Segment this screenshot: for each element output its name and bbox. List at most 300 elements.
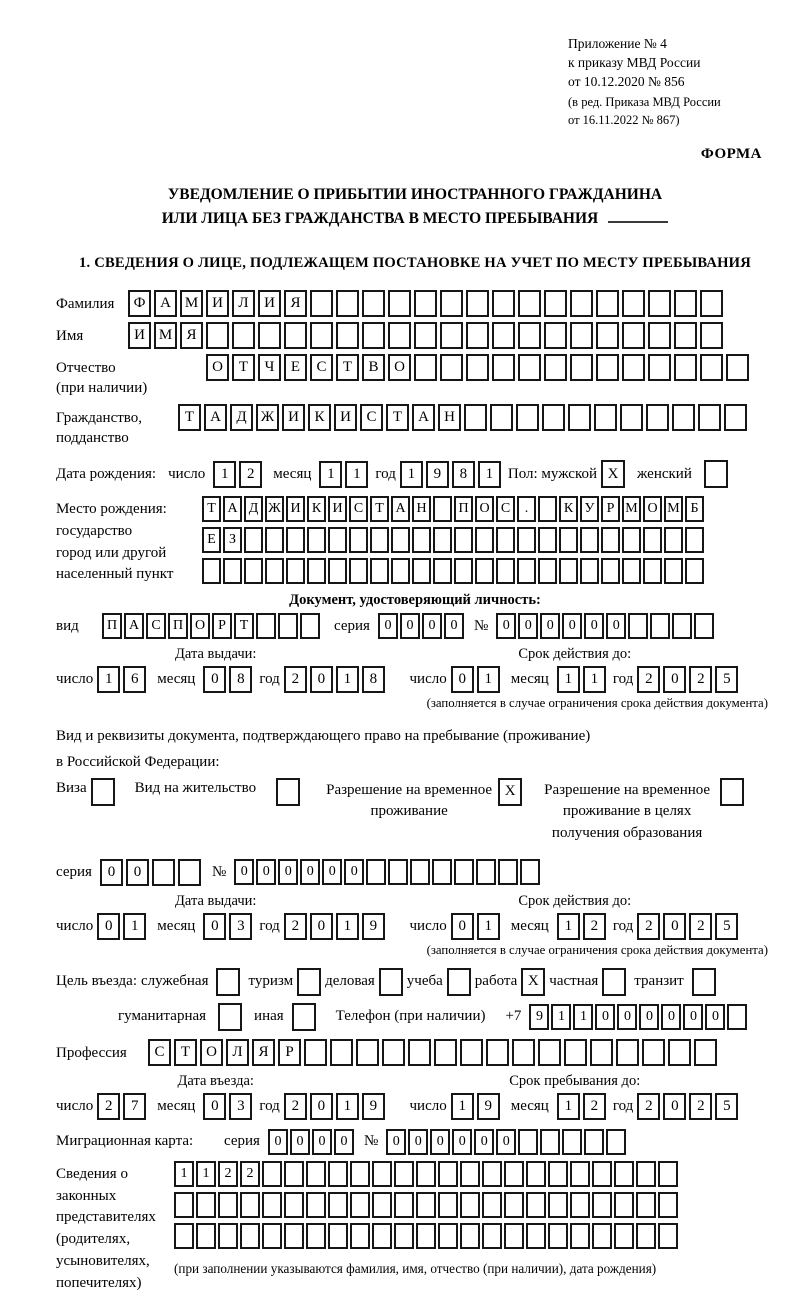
- char-cell[interactable]: [388, 859, 408, 885]
- char-cell[interactable]: А: [124, 613, 144, 639]
- char-cell[interactable]: [262, 1223, 282, 1249]
- char-cell[interactable]: 9: [529, 1004, 549, 1030]
- char-cell[interactable]: 2: [239, 461, 262, 488]
- char-cell[interactable]: В: [362, 354, 385, 381]
- purpose-study-checkbox[interactable]: [447, 968, 471, 996]
- char-cell[interactable]: Р: [212, 613, 232, 639]
- char-cell[interactable]: 2: [284, 1093, 307, 1120]
- char-cell[interactable]: [548, 1161, 568, 1187]
- char-cell[interactable]: [454, 859, 474, 885]
- char-cell[interactable]: [328, 1223, 348, 1249]
- char-cell[interactable]: [650, 613, 670, 639]
- char-cell[interactable]: [349, 527, 368, 553]
- char-cell[interactable]: [416, 1223, 436, 1249]
- char-cell[interactable]: [256, 613, 276, 639]
- char-cell[interactable]: [694, 613, 714, 639]
- char-cell[interactable]: [307, 527, 326, 553]
- char-cell[interactable]: Т: [234, 613, 254, 639]
- purpose-work-checkbox[interactable]: X: [521, 968, 545, 996]
- char-cell[interactable]: [350, 1161, 370, 1187]
- char-cell[interactable]: [202, 558, 221, 584]
- char-cell[interactable]: 0: [663, 666, 686, 693]
- char-cell[interactable]: Я: [180, 322, 203, 349]
- char-cell[interactable]: 0: [451, 913, 474, 940]
- char-cell[interactable]: [394, 1223, 414, 1249]
- char-cell[interactable]: [460, 1192, 480, 1218]
- char-cell[interactable]: [394, 1161, 414, 1187]
- char-cell[interactable]: 0: [496, 613, 516, 639]
- char-cell[interactable]: [482, 1223, 502, 1249]
- char-cell[interactable]: [496, 558, 515, 584]
- char-cell[interactable]: П: [168, 613, 188, 639]
- char-cell[interactable]: Т: [386, 404, 409, 431]
- char-cell[interactable]: 0: [203, 913, 226, 940]
- char-cell[interactable]: [668, 1039, 691, 1066]
- char-cell[interactable]: [278, 613, 298, 639]
- char-cell[interactable]: Я: [284, 290, 307, 317]
- char-cell[interactable]: Б: [685, 496, 704, 522]
- char-cell[interactable]: [548, 1192, 568, 1218]
- char-cell[interactable]: Л: [226, 1039, 249, 1066]
- char-cell[interactable]: [306, 1161, 326, 1187]
- char-cell[interactable]: 0: [595, 1004, 615, 1030]
- char-cell[interactable]: 1: [336, 1093, 359, 1120]
- char-cell[interactable]: 0: [451, 666, 474, 693]
- char-cell[interactable]: [568, 404, 591, 431]
- char-cell[interactable]: С: [360, 404, 383, 431]
- char-cell[interactable]: 8: [362, 666, 385, 693]
- char-cell[interactable]: [570, 322, 593, 349]
- char-cell[interactable]: 0: [344, 859, 364, 885]
- char-cell[interactable]: Р: [278, 1039, 301, 1066]
- char-cell[interactable]: [648, 322, 671, 349]
- char-cell[interactable]: 0: [322, 859, 342, 885]
- char-cell[interactable]: [674, 354, 697, 381]
- char-cell[interactable]: [174, 1192, 194, 1218]
- char-cell[interactable]: С: [310, 354, 333, 381]
- char-cell[interactable]: [584, 1129, 604, 1155]
- char-cell[interactable]: [475, 527, 494, 553]
- char-cell[interactable]: П: [102, 613, 122, 639]
- visa-checkbox[interactable]: [91, 778, 115, 806]
- char-cell[interactable]: О: [475, 496, 494, 522]
- char-cell[interactable]: [544, 290, 567, 317]
- char-cell[interactable]: Т: [336, 354, 359, 381]
- char-cell[interactable]: [152, 859, 175, 886]
- char-cell[interactable]: [232, 322, 255, 349]
- char-cell[interactable]: А: [391, 496, 410, 522]
- char-cell[interactable]: Д: [244, 496, 263, 522]
- char-cell[interactable]: [196, 1192, 216, 1218]
- char-cell[interactable]: [362, 322, 385, 349]
- char-cell[interactable]: [438, 1192, 458, 1218]
- char-cell[interactable]: 1: [123, 913, 146, 940]
- char-cell[interactable]: [562, 1129, 582, 1155]
- char-cell[interactable]: [460, 1223, 480, 1249]
- char-cell[interactable]: 8: [452, 461, 475, 488]
- char-cell[interactable]: 0: [334, 1129, 354, 1155]
- char-cell[interactable]: Л: [232, 290, 255, 317]
- char-cell[interactable]: [643, 558, 662, 584]
- char-cell[interactable]: 2: [218, 1161, 238, 1187]
- char-cell[interactable]: 0: [312, 1129, 332, 1155]
- char-cell[interactable]: [412, 527, 431, 553]
- char-cell[interactable]: [596, 290, 619, 317]
- char-cell[interactable]: [336, 290, 359, 317]
- char-cell[interactable]: [516, 404, 539, 431]
- edu-permit-checkbox[interactable]: [720, 778, 744, 806]
- char-cell[interactable]: [265, 527, 284, 553]
- char-cell[interactable]: [300, 613, 320, 639]
- char-cell[interactable]: 0: [378, 613, 398, 639]
- char-cell[interactable]: А: [412, 404, 435, 431]
- char-cell[interactable]: [592, 1192, 612, 1218]
- char-cell[interactable]: [240, 1192, 260, 1218]
- char-cell[interactable]: [526, 1161, 546, 1187]
- char-cell[interactable]: А: [204, 404, 227, 431]
- char-cell[interactable]: [408, 1039, 431, 1066]
- char-cell[interactable]: [538, 527, 557, 553]
- char-cell[interactable]: [410, 859, 430, 885]
- char-cell[interactable]: 1: [557, 666, 580, 693]
- char-cell[interactable]: [570, 1192, 590, 1218]
- char-cell[interactable]: 2: [583, 1093, 606, 1120]
- char-cell[interactable]: [685, 527, 704, 553]
- char-cell[interactable]: [724, 404, 747, 431]
- char-cell[interactable]: И: [206, 290, 229, 317]
- char-cell[interactable]: И: [328, 496, 347, 522]
- char-cell[interactable]: К: [307, 496, 326, 522]
- char-cell[interactable]: [672, 404, 695, 431]
- char-cell[interactable]: [284, 1223, 304, 1249]
- char-cell[interactable]: [460, 1039, 483, 1066]
- char-cell[interactable]: [674, 290, 697, 317]
- char-cell[interactable]: 2: [689, 666, 712, 693]
- char-cell[interactable]: [482, 1192, 502, 1218]
- char-cell[interactable]: [350, 1192, 370, 1218]
- char-cell[interactable]: [594, 404, 617, 431]
- char-cell[interactable]: [434, 1039, 457, 1066]
- char-cell[interactable]: [606, 1129, 626, 1155]
- char-cell[interactable]: Т: [232, 354, 255, 381]
- char-cell[interactable]: [370, 527, 389, 553]
- char-cell[interactable]: [416, 1161, 436, 1187]
- char-cell[interactable]: 1: [345, 461, 368, 488]
- char-cell[interactable]: 1: [213, 461, 236, 488]
- char-cell[interactable]: 0: [444, 613, 464, 639]
- char-cell[interactable]: [433, 527, 452, 553]
- char-cell[interactable]: [672, 613, 692, 639]
- char-cell[interactable]: Е: [202, 527, 221, 553]
- char-cell[interactable]: [622, 354, 645, 381]
- char-cell[interactable]: 5: [715, 913, 738, 940]
- char-cell[interactable]: 1: [336, 913, 359, 940]
- char-cell[interactable]: [526, 1223, 546, 1249]
- char-cell[interactable]: [366, 859, 386, 885]
- char-cell[interactable]: [601, 527, 620, 553]
- char-cell[interactable]: [542, 404, 565, 431]
- char-cell[interactable]: [362, 290, 385, 317]
- char-cell[interactable]: [304, 1039, 327, 1066]
- char-cell[interactable]: А: [154, 290, 177, 317]
- char-cell[interactable]: [580, 527, 599, 553]
- char-cell[interactable]: [178, 859, 201, 886]
- char-cell[interactable]: [700, 354, 723, 381]
- char-cell[interactable]: О: [206, 354, 229, 381]
- char-cell[interactable]: [414, 322, 437, 349]
- char-cell[interactable]: 0: [496, 1129, 516, 1155]
- char-cell[interactable]: 2: [637, 1093, 660, 1120]
- char-cell[interactable]: К: [308, 404, 331, 431]
- char-cell[interactable]: М: [664, 496, 683, 522]
- char-cell[interactable]: Т: [178, 404, 201, 431]
- char-cell[interactable]: 1: [557, 1093, 580, 1120]
- char-cell[interactable]: 0: [126, 859, 149, 886]
- char-cell[interactable]: [620, 404, 643, 431]
- char-cell[interactable]: 0: [268, 1129, 288, 1155]
- char-cell[interactable]: [570, 1223, 590, 1249]
- char-cell[interactable]: [622, 527, 641, 553]
- char-cell[interactable]: Д: [230, 404, 253, 431]
- char-cell[interactable]: 2: [637, 913, 660, 940]
- char-cell[interactable]: [310, 322, 333, 349]
- char-cell[interactable]: [559, 558, 578, 584]
- char-cell[interactable]: [454, 558, 473, 584]
- char-cell[interactable]: [372, 1223, 392, 1249]
- char-cell[interactable]: [454, 527, 473, 553]
- char-cell[interactable]: [517, 527, 536, 553]
- char-cell[interactable]: [356, 1039, 379, 1066]
- purpose-tourism-checkbox[interactable]: [297, 968, 321, 996]
- char-cell[interactable]: [349, 558, 368, 584]
- char-cell[interactable]: .: [517, 496, 536, 522]
- char-cell[interactable]: И: [258, 290, 281, 317]
- char-cell[interactable]: [240, 1223, 260, 1249]
- char-cell[interactable]: Е: [284, 354, 307, 381]
- char-cell[interactable]: [727, 1004, 747, 1030]
- char-cell[interactable]: [466, 322, 489, 349]
- char-cell[interactable]: О: [200, 1039, 223, 1066]
- char-cell[interactable]: [664, 558, 683, 584]
- char-cell[interactable]: 0: [430, 1129, 450, 1155]
- char-cell[interactable]: [262, 1192, 282, 1218]
- char-cell[interactable]: [336, 322, 359, 349]
- char-cell[interactable]: [492, 322, 515, 349]
- char-cell[interactable]: [388, 322, 411, 349]
- char-cell[interactable]: 0: [617, 1004, 637, 1030]
- char-cell[interactable]: [412, 558, 431, 584]
- char-cell[interactable]: 1: [451, 1093, 474, 1120]
- char-cell[interactable]: [476, 859, 496, 885]
- char-cell[interactable]: [694, 1039, 717, 1066]
- char-cell[interactable]: Т: [174, 1039, 197, 1066]
- char-cell[interactable]: 0: [562, 613, 582, 639]
- char-cell[interactable]: [504, 1192, 524, 1218]
- char-cell[interactable]: 0: [705, 1004, 725, 1030]
- char-cell[interactable]: 1: [573, 1004, 593, 1030]
- char-cell[interactable]: [414, 290, 437, 317]
- char-cell[interactable]: П: [454, 496, 473, 522]
- char-cell[interactable]: [466, 354, 489, 381]
- char-cell[interactable]: Ж: [256, 404, 279, 431]
- char-cell[interactable]: К: [559, 496, 578, 522]
- char-cell[interactable]: [440, 290, 463, 317]
- char-cell[interactable]: [512, 1039, 535, 1066]
- char-cell[interactable]: О: [388, 354, 411, 381]
- char-cell[interactable]: [658, 1192, 678, 1218]
- purpose-business-checkbox[interactable]: [379, 968, 403, 996]
- char-cell[interactable]: [306, 1223, 326, 1249]
- char-cell[interactable]: [286, 558, 305, 584]
- char-cell[interactable]: [498, 859, 518, 885]
- char-cell[interactable]: 0: [584, 613, 604, 639]
- char-cell[interactable]: [518, 354, 541, 381]
- char-cell[interactable]: И: [128, 322, 151, 349]
- char-cell[interactable]: [490, 404, 513, 431]
- char-cell[interactable]: 1: [477, 666, 500, 693]
- char-cell[interactable]: 1: [196, 1161, 216, 1187]
- char-cell[interactable]: [258, 322, 281, 349]
- char-cell[interactable]: 0: [661, 1004, 681, 1030]
- char-cell[interactable]: С: [146, 613, 166, 639]
- char-cell[interactable]: [526, 1192, 546, 1218]
- char-cell[interactable]: [223, 558, 242, 584]
- char-cell[interactable]: [262, 1161, 282, 1187]
- char-cell[interactable]: [570, 1161, 590, 1187]
- char-cell[interactable]: 0: [310, 666, 333, 693]
- char-cell[interactable]: [174, 1223, 194, 1249]
- char-cell[interactable]: [218, 1223, 238, 1249]
- char-cell[interactable]: 0: [290, 1129, 310, 1155]
- char-cell[interactable]: 1: [478, 461, 501, 488]
- char-cell[interactable]: 8: [229, 666, 252, 693]
- char-cell[interactable]: [438, 1161, 458, 1187]
- char-cell[interactable]: [391, 558, 410, 584]
- char-cell[interactable]: [433, 558, 452, 584]
- char-cell[interactable]: [614, 1223, 634, 1249]
- char-cell[interactable]: [372, 1161, 392, 1187]
- char-cell[interactable]: [698, 404, 721, 431]
- char-cell[interactable]: 1: [174, 1161, 194, 1187]
- char-cell[interactable]: [636, 1161, 656, 1187]
- char-cell[interactable]: [648, 354, 671, 381]
- char-cell[interactable]: 0: [518, 613, 538, 639]
- char-cell[interactable]: У: [580, 496, 599, 522]
- char-cell[interactable]: [614, 1192, 634, 1218]
- char-cell[interactable]: [196, 1223, 216, 1249]
- char-cell[interactable]: [475, 558, 494, 584]
- char-cell[interactable]: Ф: [128, 290, 151, 317]
- char-cell[interactable]: [700, 322, 723, 349]
- char-cell[interactable]: [284, 322, 307, 349]
- char-cell[interactable]: [658, 1223, 678, 1249]
- char-cell[interactable]: 9: [426, 461, 449, 488]
- char-cell[interactable]: [496, 527, 515, 553]
- char-cell[interactable]: [328, 1161, 348, 1187]
- char-cell[interactable]: 1: [583, 666, 606, 693]
- char-cell[interactable]: [538, 496, 557, 522]
- char-cell[interactable]: [482, 1161, 502, 1187]
- char-cell[interactable]: [646, 404, 669, 431]
- char-cell[interactable]: [284, 1192, 304, 1218]
- char-cell[interactable]: 3: [229, 913, 252, 940]
- char-cell[interactable]: [643, 527, 662, 553]
- char-cell[interactable]: 0: [278, 859, 298, 885]
- char-cell[interactable]: [438, 1223, 458, 1249]
- char-cell[interactable]: [570, 290, 593, 317]
- char-cell[interactable]: [328, 1192, 348, 1218]
- char-cell[interactable]: [544, 354, 567, 381]
- char-cell[interactable]: З: [223, 527, 242, 553]
- char-cell[interactable]: 1: [97, 666, 120, 693]
- char-cell[interactable]: [592, 1161, 612, 1187]
- char-cell[interactable]: [664, 527, 683, 553]
- char-cell[interactable]: И: [286, 496, 305, 522]
- char-cell[interactable]: 2: [689, 1093, 712, 1120]
- char-cell[interactable]: 6: [123, 666, 146, 693]
- char-cell[interactable]: 0: [452, 1129, 472, 1155]
- char-cell[interactable]: 0: [540, 613, 560, 639]
- female-checkbox[interactable]: [704, 460, 728, 488]
- char-cell[interactable]: [370, 558, 389, 584]
- char-cell[interactable]: [286, 527, 305, 553]
- char-cell[interactable]: 3: [229, 1093, 252, 1120]
- char-cell[interactable]: 0: [97, 913, 120, 940]
- char-cell[interactable]: М: [180, 290, 203, 317]
- char-cell[interactable]: [382, 1039, 405, 1066]
- char-cell[interactable]: [414, 354, 437, 381]
- char-cell[interactable]: 5: [715, 1093, 738, 1120]
- char-cell[interactable]: [440, 354, 463, 381]
- purpose-official-checkbox[interactable]: [216, 968, 240, 996]
- char-cell[interactable]: [388, 290, 411, 317]
- char-cell[interactable]: Н: [412, 496, 431, 522]
- char-cell[interactable]: [648, 290, 671, 317]
- char-cell[interactable]: С: [349, 496, 368, 522]
- char-cell[interactable]: 9: [362, 1093, 385, 1120]
- char-cell[interactable]: [464, 404, 487, 431]
- char-cell[interactable]: 9: [362, 913, 385, 940]
- char-cell[interactable]: [486, 1039, 509, 1066]
- char-cell[interactable]: 0: [422, 613, 442, 639]
- purpose-private-checkbox[interactable]: [602, 968, 626, 996]
- char-cell[interactable]: 0: [663, 913, 686, 940]
- char-cell[interactable]: С: [148, 1039, 171, 1066]
- char-cell[interactable]: 0: [310, 1093, 333, 1120]
- char-cell[interactable]: А: [223, 496, 242, 522]
- char-cell[interactable]: Я: [252, 1039, 275, 1066]
- char-cell[interactable]: [596, 354, 619, 381]
- char-cell[interactable]: [433, 496, 452, 522]
- char-cell[interactable]: [518, 290, 541, 317]
- char-cell[interactable]: [622, 558, 641, 584]
- char-cell[interactable]: 0: [386, 1129, 406, 1155]
- char-cell[interactable]: [504, 1223, 524, 1249]
- char-cell[interactable]: 0: [256, 859, 276, 885]
- char-cell[interactable]: 2: [97, 1093, 120, 1120]
- purpose-other-checkbox[interactable]: [292, 1003, 316, 1031]
- char-cell[interactable]: 0: [100, 859, 123, 886]
- char-cell[interactable]: С: [496, 496, 515, 522]
- char-cell[interactable]: 2: [689, 913, 712, 940]
- char-cell[interactable]: [518, 322, 541, 349]
- char-cell[interactable]: [517, 558, 536, 584]
- char-cell[interactable]: [538, 558, 557, 584]
- char-cell[interactable]: [432, 859, 452, 885]
- char-cell[interactable]: [520, 859, 540, 885]
- char-cell[interactable]: М: [154, 322, 177, 349]
- char-cell[interactable]: Р: [601, 496, 620, 522]
